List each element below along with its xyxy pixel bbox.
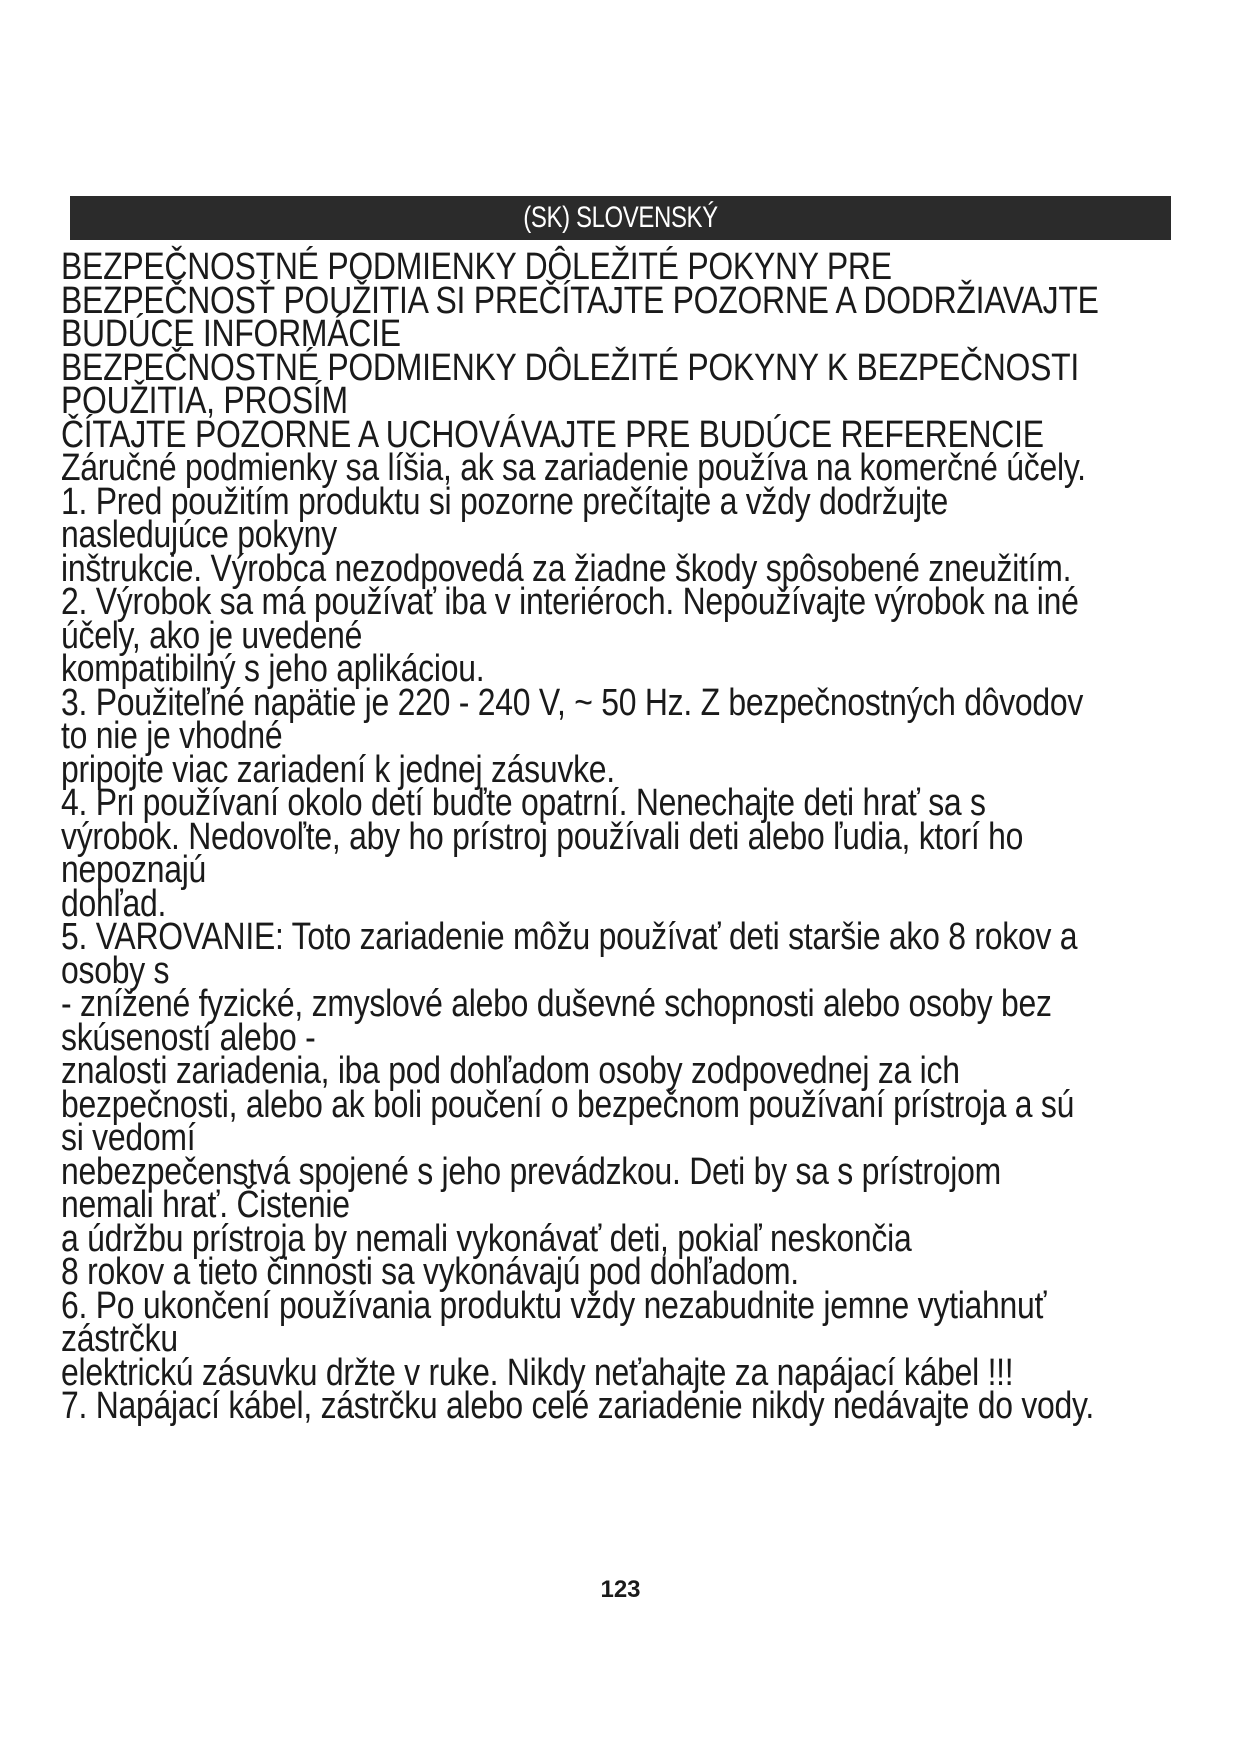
page-number: 123: [600, 1576, 641, 1603]
text-line: si vedomí: [61, 1117, 196, 1159]
text-line: dohľad.: [61, 882, 167, 925]
text-line: nemali hrať. Čistenie: [61, 1184, 350, 1226]
text-line: nebezpečenstvá spojené s jeho prevádzkou. Deti by sa s prístrojom: [61, 1150, 1001, 1193]
text-line: inštrukcie. Výrobca nezodpovedá za žiadne škody spôsobené zneužitím.: [61, 547, 1072, 590]
text-line: kompatibilný s jeho aplikáciou.: [61, 648, 485, 690]
text-line: nasledujúce pokyny: [61, 514, 337, 556]
text-line: pripojte viac zariadení k jednej zásuvke.: [61, 748, 615, 791]
text-line: ČÍTAJTE POZORNE A UCHOVÁVAJTE PRE BUDÚCE REFERENCIE: [61, 413, 1044, 456]
text-line: osoby s: [61, 949, 170, 992]
text-line: elektrickú zásuvku držte v ruke. Nikdy neťahajte za napájací kábel !!!: [61, 1351, 1014, 1394]
text-line: 5. VAROVANIE: Toto zariadenie môžu používať deti staršie ako 8 rokov a: [61, 916, 1078, 958]
text-line: 6. Po ukončení používania produktu vždy nezabudnite jemne vytiahnuť: [61, 1284, 1047, 1327]
text-line: zástrčku: [61, 1318, 178, 1360]
text-line: Záručné podmienky sa líšia, ak sa zariadenie používa na komerčné účely.: [61, 447, 1086, 489]
text-line: 3. Použiteľné napätie je 220 - 240 V, ~ 50 Hz. Z bezpečnostných dôvodov: [61, 681, 1084, 724]
text-line: - znížené fyzické, zmyslové alebo duševné schopnosti alebo osoby bez: [61, 983, 1052, 1025]
language-header-title: (SK) SLOVENSKÝ: [523, 201, 718, 234]
text-line: to nie je vhodné: [61, 715, 283, 757]
text-line: 7. Napájací kábel, zástrčku alebo celé zariadenie nikdy nedávajte do vody.: [61, 1385, 1094, 1427]
language-header-bar: [70, 196, 1171, 240]
text-line: 1. Pred použitím produktu si pozorne prečítajte a vždy dodržujte: [61, 480, 948, 523]
text-line: účely, ako je uvedené: [61, 614, 363, 657]
text-line: skúseností alebo -: [61, 1016, 316, 1059]
text-line: znalosti zariadenia, iba pod dohľadom osoby zodpovednej za ich: [61, 1050, 960, 1092]
safety-instructions-text: [61, 246, 1181, 1427]
text-line: 8 rokov a tieto činnosti sa vykonávajú pod dohľadom.: [61, 1251, 799, 1293]
text-line: nepoznajú: [61, 849, 207, 891]
text-line: BEZPEČNOSŤ POUŽITIA SI PREČÍTAJTE POZORNE A DODRŽIAVAJTE: [61, 279, 1099, 322]
text-line: a údržbu prístroja by nemali vykonávať deti, pokiaľ neskončia: [61, 1217, 912, 1260]
text-line: BEZPEČNOSTNÉ PODMIENKY DÔLEŽITÉ POKYNY K BEZPEČNOSTI: [61, 346, 1080, 389]
text-line: bezpečnosti, alebo ak boli poučení o bezpečnom používaní prístroja a sú: [61, 1083, 1075, 1126]
text-line: BEZPEČNOSTNÉ PODMIENKY DÔLEŽITÉ POKYNY PRE: [61, 246, 892, 288]
text-line: výrobok. Nedovoľte, aby ho prístroj používali deti alebo ľudia, ktorí ho: [61, 815, 1024, 858]
text-line: POUŽITIA, PROSÍM: [61, 380, 348, 422]
text-line: BUDÚCE INFORMÁCIE: [61, 313, 401, 355]
text-line: 2. Výrobok sa má používať iba v interiéroch. Nepoužívajte výrobok na iné: [61, 581, 1079, 623]
text-line: 4. Pri používaní okolo detí buďte opatrní. Nenechajte deti hrať sa s: [61, 782, 986, 824]
